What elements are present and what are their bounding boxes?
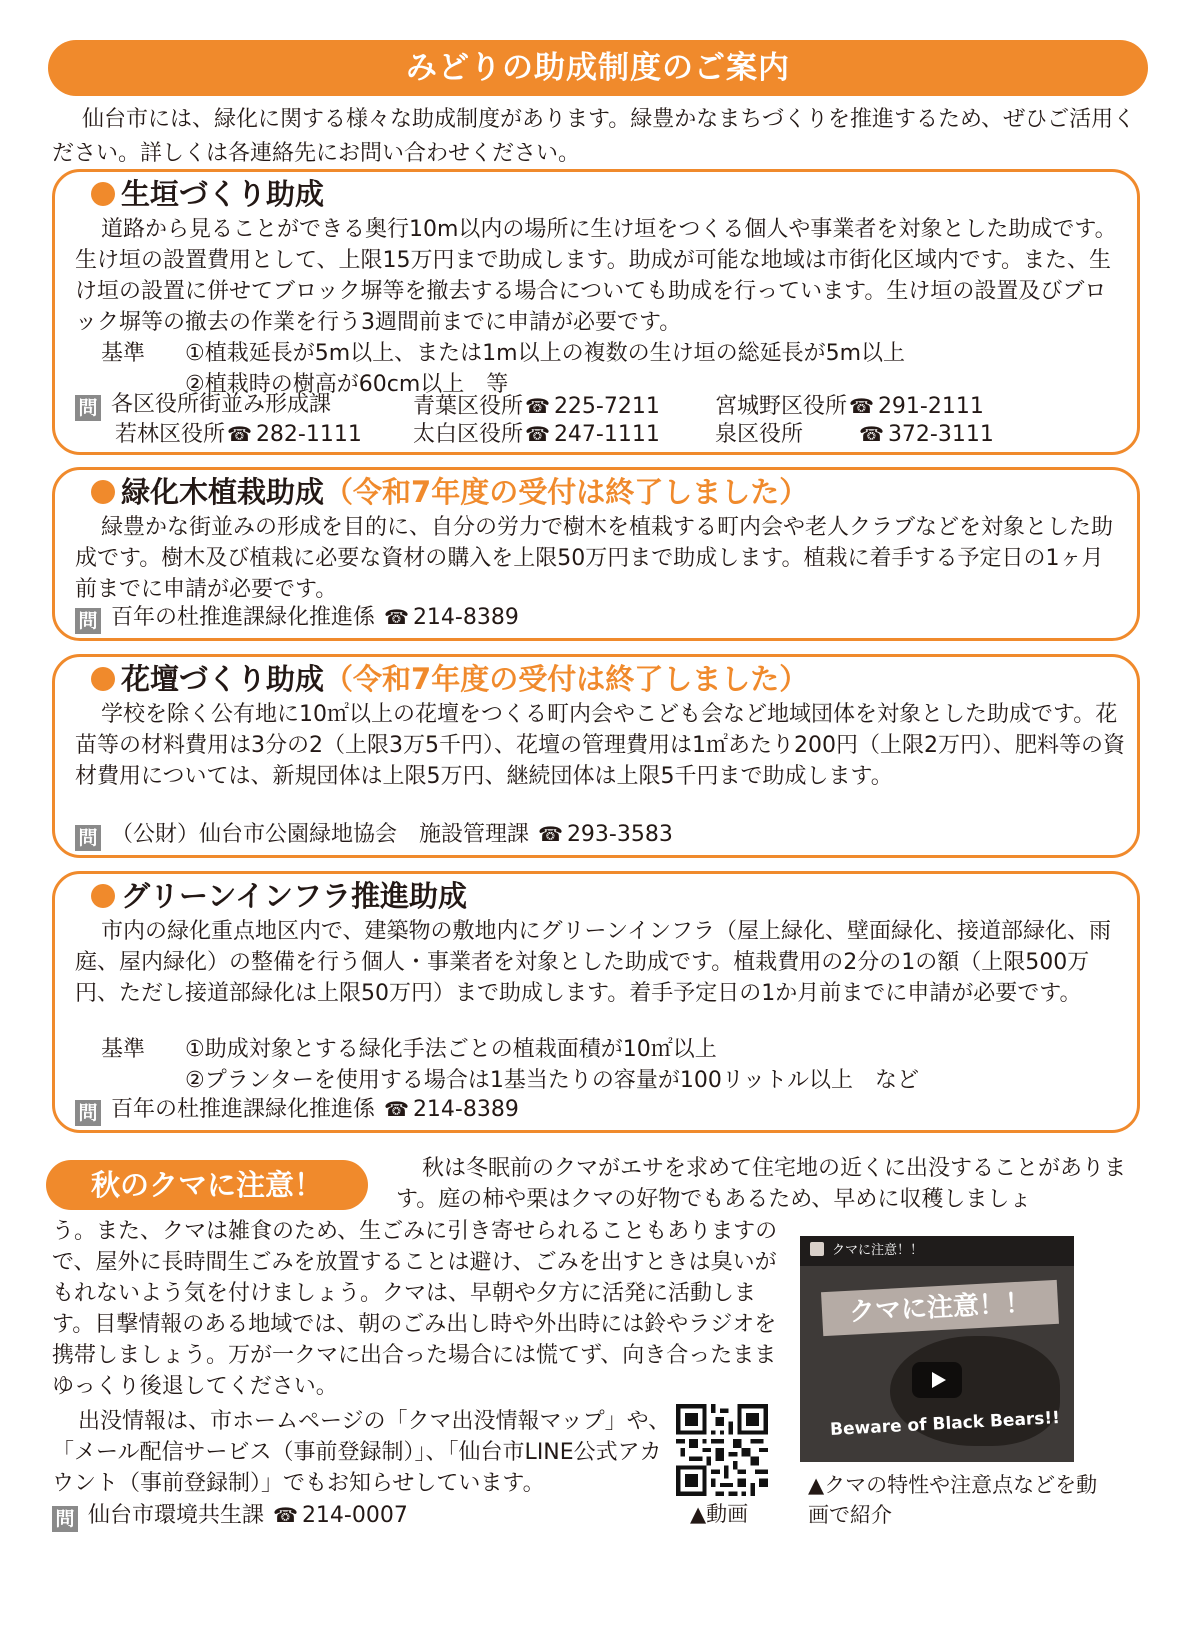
office-aoba: 青葉区役所 ☎ 225-7211 (413, 394, 660, 419)
section-body: 学校を除く公有地に10㎡以上の花壇をつくる町内会やこども会など地域団体を対象とした助成です。花苗等の材料費用は3分の2（上限3万5千円）、花壇の管理費用は1㎡あたり200円（上限2万円）、肥料等の資材費用については、新規団体は上限5万円、継続団体は上限5千円まで助成します。 (75, 702, 1125, 789)
video-english-text: Beware of Black Bears!! (829, 1407, 1061, 1441)
section-title: グリーンインフラ推進助成 (91, 876, 467, 916)
section-title: 生垣づくり助成 (91, 174, 324, 214)
contact: 問 百年の杜推進課緑化推進係 ☎ 214-8389 (75, 1094, 519, 1126)
video-title-bar: クマに注意！！ (800, 1236, 1074, 1266)
office-wakabayashi: 若林区役所 ☎ 282-1111 (115, 422, 362, 447)
criteria: 基準 ①助成対象とする緑化手法ごとの植栽面積が10㎡以上 ②プランターを使用する場合は1基当たりの容量が100リットル以上 など (101, 1037, 919, 1093)
bullet-dot-icon (91, 182, 115, 206)
page-title: みどりの助成制度のご案内 (48, 40, 1148, 96)
video-thumbnail[interactable] (800, 1236, 1074, 1462)
video-caption: ▲クマの特性や注意点などを動画で紹介 (808, 1473, 1098, 1527)
channel-icon (810, 1242, 824, 1256)
office-taihaku: 太白区役所 ☎ 247-1111 (413, 422, 660, 447)
phone-icon: ☎ (859, 422, 884, 446)
contact: 問 百年の杜推進課緑化推進係 ☎ 214-8389 (75, 602, 519, 634)
criteria: 基準 ①植栽延長が5m以上、または1m以上の複数の生け垣の総延長が5m以上 ②植栽時の樹高が60cm以上 等 (101, 341, 906, 397)
phone-icon: ☎ (227, 422, 252, 446)
video-banner: クマに注意！！ (821, 1280, 1059, 1336)
bullet-dot-icon (91, 480, 115, 504)
intro-paragraph (52, 103, 1152, 171)
office-miyagino: 宮城野区役所 ☎ 291-2111 (715, 394, 984, 419)
intro-text: 仙台市には、緑化に関する様々な助成制度があります。緑豊かなまちづくりを推進するため、ぜひご活用ください。詳しくは各連絡先にお問い合わせください。 (52, 107, 1136, 166)
play-icon[interactable] (912, 1362, 962, 1398)
bear-heading: 秋のクマに注意！ (46, 1160, 368, 1210)
section-tree-planting (52, 467, 1140, 641)
inquiry-icon: 問 (75, 395, 101, 421)
bear-body: う。また、クマは雑食のため、生ごみに引き寄せられることもありますので、屋外に長時間生ごみを放置することは避け、ごみを出すときは臭いがもれないよう気を付けましょう。クマは、早朝や夕方に活発に活動します。目撃情報のある地域では、朝のごみ出し時や外出時には鈴やラジオを携帯しましょう。万が一クマに出合った場合には慌てず、向き合ったままゆっくり後退してください。 (52, 1219, 778, 1399)
inquiry-icon: 問 (75, 825, 101, 851)
bear-contact: 問 仙台市環境共生課 ☎ 214-0007 (52, 1500, 408, 1532)
inquiry-icon: 問 (75, 608, 101, 634)
section-flower-bed (52, 654, 1140, 858)
bullet-dot-icon (91, 884, 115, 908)
section-title: 緑化木植栽助成（令和7年度の受付は終了しました） (91, 472, 808, 512)
bear-info: 出没情報は、市ホームページの「クマ出没情報マップ」や、「メール配信サービス（事前登録制）」、「仙台市LINE公式アカウント（事前登録制）」でもお知らせしています。 (52, 1409, 671, 1496)
closed-notice: （令和7年度の受付は終了しました） (324, 662, 809, 696)
phone-icon: ☎ (384, 1097, 409, 1121)
contact: 問 （公財）仙台市公園緑地協会 施設管理課 ☎ 293-3583 (75, 819, 673, 851)
office-izumi: 泉区役所 ☎ 372-3111 (715, 422, 994, 447)
contact: 問 各区役所街並み形成課 (75, 390, 331, 421)
section-body: 緑豊かな街並みの形成を目的に、自分の労力で樹木を植栽する町内会や老人クラブなどを対象とした助成です。樹木及び植栽に必要な資材の購入を上限50万円まで助成します。植栽に着手する予定日の1ヶ月前までに申請が必要です。 (75, 515, 1114, 602)
section-body: 市内の緑化重点地区内で、建築物の敷地内にグリーンインフラ（屋上緑化、壁面緑化、接道部緑化、雨庭、屋内緑化）の整備を行う個人・事業者を対象とした助成です。植栽費用の2分の1の額（上限500万円、ただし接道部緑化は上限50万円）まで助成します。着手予定日の1か月前までに申請が必要です。 (75, 919, 1112, 1006)
section-body: 道路から見ることができる奥行10m以内の場所に生け垣をつくる個人や事業者を対象とした助成です。生け垣の設置費用として、上限15万円まで助成します。助成が可能な地域は市街化区域内です。また、生け垣の設置に併せてブロック塀等を撤去する場合についても助成を行っています。生け垣の設置及びブロック塀等の撤去の作業を行う3週間前までに申請が必要です。 (75, 217, 1117, 335)
closed-notice: （令和7年度の受付は終了しました） (324, 475, 809, 509)
inquiry-icon: 問 (75, 1100, 101, 1126)
phone-icon: ☎ (538, 822, 563, 846)
phone-icon: ☎ (849, 394, 874, 418)
phone-icon: ☎ (384, 605, 409, 629)
bullet-dot-icon (91, 667, 115, 691)
qr-code[interactable] (676, 1404, 768, 1496)
section-green-infra (52, 871, 1140, 1133)
bear-intro: 秋は冬眠前のクマがエサを求めて住宅地の近くに出没することがあります。庭の柿や栗はクマの好物でもあるため、早めに収穫しましょ (396, 1156, 1127, 1212)
phone-icon: ☎ (525, 422, 550, 446)
inquiry-icon: 問 (52, 1506, 78, 1532)
qr-caption: ▲動画 (690, 1502, 749, 1526)
phone-icon: ☎ (525, 394, 550, 418)
phone-icon: ☎ (273, 1503, 298, 1527)
section-hedge (52, 169, 1140, 455)
section-title: 花壇づくり助成（令和7年度の受付は終了しました） (91, 659, 808, 699)
